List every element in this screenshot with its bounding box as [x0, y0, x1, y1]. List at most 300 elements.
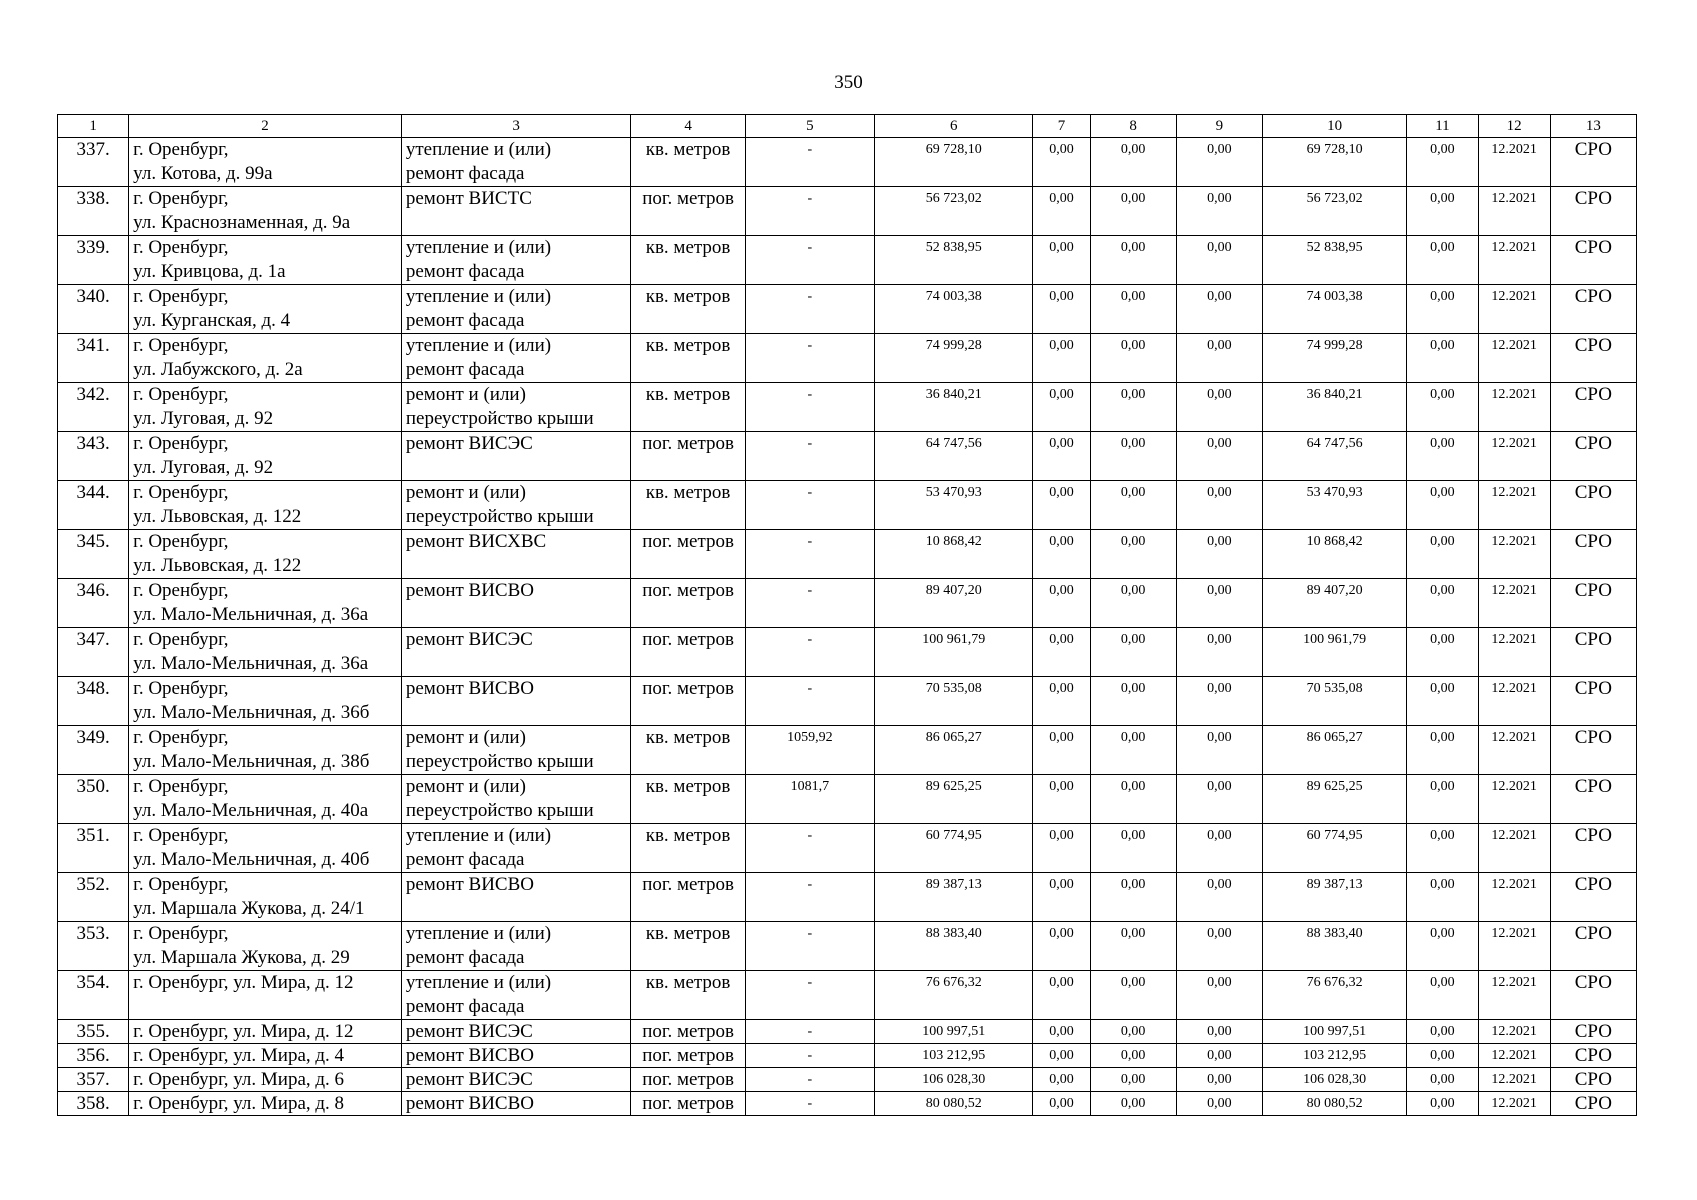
work-type-cell	[401, 873, 631, 922]
address-cell-line	[133, 995, 397, 1019]
col5-cell: -	[745, 1020, 874, 1044]
address-cell	[129, 726, 402, 775]
row-number: 338.	[58, 187, 129, 236]
work-type-cell-line: ремонт ВИСЭС	[405, 629, 533, 650]
work-type-cell-line: ремонт ВИСВО	[405, 874, 534, 895]
col8-cell: 0,00	[1090, 922, 1176, 971]
unit-cell: пог. метров	[631, 677, 745, 726]
row-number: 352.	[58, 873, 129, 922]
work-type-cell-line: ремонт и (или)	[405, 384, 526, 405]
col8-cell: 0,00	[1090, 187, 1176, 236]
col8-cell: 0,00	[1090, 824, 1176, 873]
col5-cell: -	[745, 628, 874, 677]
work-type-cell	[401, 530, 631, 579]
work-type-cell-line: утепление и (или)	[405, 923, 552, 944]
address-cell-line: г. Оренбург,	[133, 727, 229, 748]
contractor-cell: СРО	[1550, 530, 1636, 579]
col9-cell: 0,00	[1176, 873, 1262, 922]
address-cell-line: г. Оренбург,	[133, 188, 229, 209]
col5-cell: -	[745, 1068, 874, 1092]
contractor-cell: СРО	[1550, 971, 1636, 1020]
work-type-cell-line: утепление и (или)	[405, 237, 552, 258]
row-number: 347.	[58, 628, 129, 677]
table-row	[58, 628, 1637, 677]
work-type-cell-line: утепление и (или)	[405, 139, 552, 160]
col7-cell: 0,00	[1033, 726, 1090, 775]
col8-cell: 0,00	[1090, 236, 1176, 285]
address-cell	[129, 873, 402, 922]
work-type-cell-line: утепление и (или)	[405, 286, 552, 307]
col7-cell: 0,00	[1033, 138, 1090, 187]
row-number: 344.	[58, 481, 129, 530]
address-cell-line: г. Оренбург,	[133, 923, 229, 944]
unit-cell: кв. метров	[631, 922, 745, 971]
col9-cell: 0,00	[1176, 187, 1262, 236]
address-cell	[129, 1020, 402, 1044]
row-number: 337.	[58, 138, 129, 187]
col9-cell: 0,00	[1176, 432, 1262, 481]
row-number: 349.	[58, 726, 129, 775]
header-cell: 4	[631, 115, 745, 138]
contractor-cell: СРО	[1550, 285, 1636, 334]
col10-cell: 89 625,25	[1262, 775, 1406, 824]
col8-cell: 0,00	[1090, 726, 1176, 775]
date-cell: 12.2021	[1478, 579, 1550, 628]
col10-cell: 103 212,95	[1262, 1044, 1406, 1068]
col10-cell: 56 723,02	[1262, 187, 1406, 236]
table-row	[58, 1068, 1637, 1092]
col9-cell: 0,00	[1176, 824, 1262, 873]
col11-cell: 0,00	[1407, 334, 1478, 383]
address-cell-line: г. Оренбург,	[133, 237, 229, 258]
col10-cell: 70 535,08	[1262, 677, 1406, 726]
unit-cell: пог. метров	[631, 579, 745, 628]
unit-cell: кв. метров	[631, 775, 745, 824]
col11-cell: 0,00	[1407, 726, 1478, 775]
address-cell	[129, 530, 402, 579]
work-type-cell-line: ремонт фасада	[405, 849, 525, 870]
col7-cell: 0,00	[1033, 628, 1090, 677]
address-cell-line: г. Оренбург, ул. Мира, д. 12	[133, 972, 354, 993]
row-number: 342.	[58, 383, 129, 432]
address-cell-line: ул. Мало-Мельничная, д. 40б	[133, 849, 370, 870]
col10-cell: 36 840,21	[1262, 383, 1406, 432]
col7-cell: 0,00	[1033, 873, 1090, 922]
work-type-cell	[401, 971, 631, 1020]
col11-cell: 0,00	[1407, 873, 1478, 922]
work-type-cell	[401, 1092, 631, 1116]
col5-cell: 1059,92	[745, 726, 874, 775]
col7-cell: 0,00	[1033, 677, 1090, 726]
col11-cell: 0,00	[1407, 775, 1478, 824]
work-type-cell-line	[406, 603, 627, 627]
contractor-cell: СРО	[1550, 1044, 1636, 1068]
date-cell: 12.2021	[1478, 530, 1550, 579]
col10-cell: 100 961,79	[1262, 628, 1406, 677]
col9-cell: 0,00	[1176, 677, 1262, 726]
address-cell-line: ул. Львовская, д. 122	[133, 555, 302, 576]
col7-cell: 0,00	[1033, 922, 1090, 971]
date-cell: 12.2021	[1478, 432, 1550, 481]
col8-cell: 0,00	[1090, 1044, 1176, 1068]
col10-cell: 10 868,42	[1262, 530, 1406, 579]
address-cell-line: г. Оренбург,	[133, 139, 229, 160]
table-row	[58, 138, 1637, 187]
work-type-cell-line: утепление и (или)	[405, 825, 552, 846]
date-cell: 12.2021	[1478, 873, 1550, 922]
work-type-cell	[401, 1044, 631, 1068]
col9-cell: 0,00	[1176, 334, 1262, 383]
address-cell-line: ул. Луговая, д. 92	[133, 408, 274, 429]
col8-cell: 0,00	[1090, 1068, 1176, 1092]
row-number: 341.	[58, 334, 129, 383]
address-cell-line: г. Оренбург,	[133, 580, 229, 601]
unit-cell: кв. метров	[631, 824, 745, 873]
col7-cell: 0,00	[1033, 187, 1090, 236]
address-cell-line: г. Оренбург,	[133, 384, 229, 405]
unit-cell: кв. метров	[631, 334, 745, 383]
col11-cell: 0,00	[1407, 824, 1478, 873]
work-type-cell	[401, 1020, 631, 1044]
cost-cell: 89 625,25	[875, 775, 1033, 824]
work-type-cell	[401, 775, 631, 824]
col9-cell: 0,00	[1176, 285, 1262, 334]
cost-cell: 10 868,42	[875, 530, 1033, 579]
unit-cell: кв. метров	[631, 285, 745, 334]
table-row	[58, 1092, 1637, 1116]
contractor-cell: СРО	[1550, 922, 1636, 971]
cost-cell: 64 747,56	[875, 432, 1033, 481]
work-type-cell-line: утепление и (или)	[405, 335, 552, 356]
col10-cell: 69 728,10	[1262, 138, 1406, 187]
address-cell-line: г. Оренбург,	[133, 776, 229, 797]
col11-cell: 0,00	[1407, 481, 1478, 530]
work-type-cell-line: ремонт ВИСВО	[405, 1093, 534, 1114]
col5-cell: -	[745, 236, 874, 285]
col9-cell: 0,00	[1176, 922, 1262, 971]
col7-cell: 0,00	[1033, 1044, 1090, 1068]
address-cell	[129, 236, 402, 285]
address-cell	[129, 1092, 402, 1116]
address-cell-line: г. Оренбург,	[133, 286, 229, 307]
table-row	[58, 1020, 1637, 1044]
contractor-cell: СРО	[1550, 873, 1636, 922]
col7-cell: 0,00	[1033, 971, 1090, 1020]
cost-cell: 74 999,28	[875, 334, 1033, 383]
address-cell-line: г. Оренбург, ул. Мира, д. 6	[133, 1069, 345, 1090]
col8-cell: 0,00	[1090, 1020, 1176, 1044]
work-type-cell	[401, 1068, 631, 1092]
col8-cell: 0,00	[1090, 138, 1176, 187]
col7-cell: 0,00	[1033, 236, 1090, 285]
col11-cell: 0,00	[1407, 187, 1478, 236]
work-type-cell	[401, 187, 631, 236]
work-type-cell-line: ремонт и (или)	[405, 727, 526, 748]
col11-cell: 0,00	[1407, 1092, 1478, 1116]
work-type-cell-line	[406, 211, 627, 235]
address-cell	[129, 334, 402, 383]
col9-cell: 0,00	[1176, 138, 1262, 187]
address-cell	[129, 775, 402, 824]
col7-cell: 0,00	[1033, 530, 1090, 579]
contractor-cell: СРО	[1550, 677, 1636, 726]
col7-cell: 0,00	[1033, 285, 1090, 334]
row-number: 355.	[58, 1020, 129, 1044]
date-cell: 12.2021	[1478, 383, 1550, 432]
work-type-cell-line: ремонт фасада	[405, 359, 525, 380]
col8-cell: 0,00	[1090, 285, 1176, 334]
contractor-cell: СРО	[1550, 432, 1636, 481]
col5-cell: -	[745, 432, 874, 481]
cost-cell: 60 774,95	[875, 824, 1033, 873]
date-cell: 12.2021	[1478, 726, 1550, 775]
work-type-cell-line: ремонт фасада	[405, 163, 525, 184]
row-number: 345.	[58, 530, 129, 579]
col11-cell: 0,00	[1407, 1044, 1478, 1068]
work-type-cell-line: ремонт ВИСЭС	[405, 1069, 533, 1090]
table-row	[58, 334, 1637, 383]
col10-cell: 100 997,51	[1262, 1020, 1406, 1044]
address-cell-line: ул. Кривцова, д. 1а	[133, 261, 286, 282]
address-cell-line: ул. Котова, д. 99а	[133, 163, 273, 184]
col11-cell: 0,00	[1407, 628, 1478, 677]
col11-cell: 0,00	[1407, 579, 1478, 628]
col8-cell: 0,00	[1090, 334, 1176, 383]
col7-cell: 0,00	[1033, 579, 1090, 628]
table-row	[58, 873, 1637, 922]
address-cell	[129, 579, 402, 628]
date-cell: 12.2021	[1478, 236, 1550, 285]
col9-cell: 0,00	[1176, 481, 1262, 530]
cost-cell: 80 080,52	[875, 1092, 1033, 1116]
address-cell-line: ул. Лабужского, д. 2а	[133, 359, 303, 380]
col9-cell: 0,00	[1176, 579, 1262, 628]
address-cell	[129, 138, 402, 187]
cost-cell: 74 003,38	[875, 285, 1033, 334]
col7-cell: 0,00	[1033, 383, 1090, 432]
table-row	[58, 481, 1637, 530]
address-cell	[129, 1044, 402, 1068]
col11-cell: 0,00	[1407, 236, 1478, 285]
col7-cell: 0,00	[1033, 481, 1090, 530]
col8-cell: 0,00	[1090, 873, 1176, 922]
work-type-cell	[401, 285, 631, 334]
col5-cell: -	[745, 971, 874, 1020]
address-cell	[129, 677, 402, 726]
contractor-cell: СРО	[1550, 383, 1636, 432]
address-cell-line: г. Оренбург,	[133, 874, 229, 895]
row-number: 357.	[58, 1068, 129, 1092]
contractor-cell: СРО	[1550, 236, 1636, 285]
col5-cell: -	[745, 677, 874, 726]
date-cell: 12.2021	[1478, 285, 1550, 334]
unit-cell: пог. метров	[631, 530, 745, 579]
address-cell	[129, 922, 402, 971]
cost-cell: 100 997,51	[875, 1020, 1033, 1044]
col5-cell: -	[745, 530, 874, 579]
col10-cell: 80 080,52	[1262, 1092, 1406, 1116]
col9-cell: 0,00	[1176, 775, 1262, 824]
col10-cell: 53 470,93	[1262, 481, 1406, 530]
work-type-cell-line: ремонт ВИСЭС	[405, 433, 533, 454]
date-cell: 12.2021	[1478, 1068, 1550, 1092]
col5-cell: -	[745, 383, 874, 432]
row-number: 353.	[58, 922, 129, 971]
address-cell-line: г. Оренбург,	[133, 335, 229, 356]
col11-cell: 0,00	[1407, 971, 1478, 1020]
col7-cell: 0,00	[1033, 432, 1090, 481]
address-cell-line: г. Оренбург,	[133, 825, 229, 846]
col10-cell: 52 838,95	[1262, 236, 1406, 285]
row-number: 350.	[58, 775, 129, 824]
col9-cell: 0,00	[1176, 530, 1262, 579]
work-type-cell	[401, 922, 631, 971]
table-row	[58, 187, 1637, 236]
header-cell: 5	[745, 115, 874, 138]
address-cell	[129, 187, 402, 236]
header-cell: 2	[129, 115, 402, 138]
contractor-cell: СРО	[1550, 579, 1636, 628]
address-cell	[129, 481, 402, 530]
address-cell	[129, 628, 402, 677]
col11-cell: 0,00	[1407, 1020, 1478, 1044]
work-type-cell-line	[406, 701, 627, 725]
address-cell-line: ул. Курганская, д. 4	[133, 310, 291, 331]
col8-cell: 0,00	[1090, 481, 1176, 530]
col9-cell: 0,00	[1176, 726, 1262, 775]
row-number: 348.	[58, 677, 129, 726]
col8-cell: 0,00	[1090, 432, 1176, 481]
col5-cell: -	[745, 873, 874, 922]
unit-cell: пог. метров	[631, 432, 745, 481]
date-cell: 12.2021	[1478, 1044, 1550, 1068]
address-cell-line: ул. Маршала Жукова, д. 24/1	[133, 898, 365, 919]
table-row	[58, 971, 1637, 1020]
col11-cell: 0,00	[1407, 922, 1478, 971]
col10-cell: 106 028,30	[1262, 1068, 1406, 1092]
cost-cell: 69 728,10	[875, 138, 1033, 187]
unit-cell: пог. метров	[631, 1068, 745, 1092]
col9-cell: 0,00	[1176, 236, 1262, 285]
cost-cell: 100 961,79	[875, 628, 1033, 677]
cost-cell: 52 838,95	[875, 236, 1033, 285]
unit-cell: кв. метров	[631, 236, 745, 285]
cost-cell: 89 407,20	[875, 579, 1033, 628]
col8-cell: 0,00	[1090, 775, 1176, 824]
col5-cell: -	[745, 824, 874, 873]
unit-cell: пог. метров	[631, 1044, 745, 1068]
col8-cell: 0,00	[1090, 677, 1176, 726]
work-type-cell	[401, 432, 631, 481]
col10-cell: 88 383,40	[1262, 922, 1406, 971]
work-type-cell-line: ремонт ВИСВО	[405, 678, 534, 699]
col9-cell: 0,00	[1176, 1044, 1262, 1068]
address-cell-line: ул. Краснознаменная, д. 9а	[133, 212, 351, 233]
col10-cell: 89 407,20	[1262, 579, 1406, 628]
col7-cell: 0,00	[1033, 1092, 1090, 1116]
col10-cell: 64 747,56	[1262, 432, 1406, 481]
cost-cell: 36 840,21	[875, 383, 1033, 432]
col7-cell: 0,00	[1033, 1020, 1090, 1044]
date-cell: 12.2021	[1478, 922, 1550, 971]
contractor-cell: СРО	[1550, 775, 1636, 824]
header-cell: 7	[1033, 115, 1090, 138]
address-cell-line: г. Оренбург,	[133, 531, 229, 552]
col5-cell: -	[745, 481, 874, 530]
col8-cell: 0,00	[1090, 971, 1176, 1020]
table-row	[58, 432, 1637, 481]
row-number: 346.	[58, 579, 129, 628]
address-cell	[129, 971, 402, 1020]
work-type-cell-line	[406, 456, 627, 480]
work-type-cell-line: ремонт фасада	[405, 310, 525, 331]
cost-cell: 88 383,40	[875, 922, 1033, 971]
work-type-cell	[401, 579, 631, 628]
table-row	[58, 383, 1637, 432]
header-cell: 1	[58, 115, 129, 138]
table-body	[58, 138, 1637, 1116]
work-type-cell	[401, 824, 631, 873]
contractor-cell: СРО	[1550, 628, 1636, 677]
work-type-cell-line: ремонт и (или)	[405, 776, 526, 797]
col5-cell: 1081,7	[745, 775, 874, 824]
cost-cell: 106 028,30	[875, 1068, 1033, 1092]
date-cell: 12.2021	[1478, 481, 1550, 530]
address-cell-line: ул. Мало-Мельничная, д. 36а	[133, 604, 369, 625]
col5-cell: -	[745, 1044, 874, 1068]
address-cell-line: ул. Луговая, д. 92	[133, 457, 274, 478]
header-row	[58, 115, 1637, 138]
header-cell: 10	[1262, 115, 1406, 138]
unit-cell: кв. метров	[631, 138, 745, 187]
unit-cell: кв. метров	[631, 726, 745, 775]
header-cell: 13	[1550, 115, 1636, 138]
cost-cell: 53 470,93	[875, 481, 1033, 530]
date-cell: 12.2021	[1478, 138, 1550, 187]
address-cell-line: ул. Маршала Жукова, д. 29	[133, 947, 350, 968]
work-type-cell-line	[406, 897, 627, 921]
col8-cell: 0,00	[1090, 628, 1176, 677]
col11-cell: 0,00	[1407, 383, 1478, 432]
unit-cell: пог. метров	[631, 628, 745, 677]
work-type-cell	[401, 334, 631, 383]
register-table	[57, 114, 1637, 1116]
col10-cell: 60 774,95	[1262, 824, 1406, 873]
date-cell: 12.2021	[1478, 824, 1550, 873]
work-type-cell	[401, 726, 631, 775]
header-cell: 3	[401, 115, 631, 138]
date-cell: 12.2021	[1478, 628, 1550, 677]
col5-cell: -	[745, 579, 874, 628]
table-row	[58, 530, 1637, 579]
work-type-cell-line: переустройство крыши	[405, 751, 594, 772]
work-type-cell-line	[406, 652, 627, 676]
row-number: 343.	[58, 432, 129, 481]
col5-cell: -	[745, 138, 874, 187]
work-type-cell-line	[406, 554, 627, 578]
date-cell: 12.2021	[1478, 187, 1550, 236]
work-type-cell-line: ремонт ВИСЭС	[405, 1021, 533, 1042]
cost-cell: 86 065,27	[875, 726, 1033, 775]
col8-cell: 0,00	[1090, 383, 1176, 432]
address-cell-line: г. Оренбург,	[133, 678, 229, 699]
header-cell: 8	[1090, 115, 1176, 138]
contractor-cell: СРО	[1550, 1068, 1636, 1092]
header-cell: 12	[1478, 115, 1550, 138]
address-cell-line: ул. Мало-Мельничная, д. 40а	[133, 800, 369, 821]
unit-cell: кв. метров	[631, 383, 745, 432]
cost-cell: 70 535,08	[875, 677, 1033, 726]
